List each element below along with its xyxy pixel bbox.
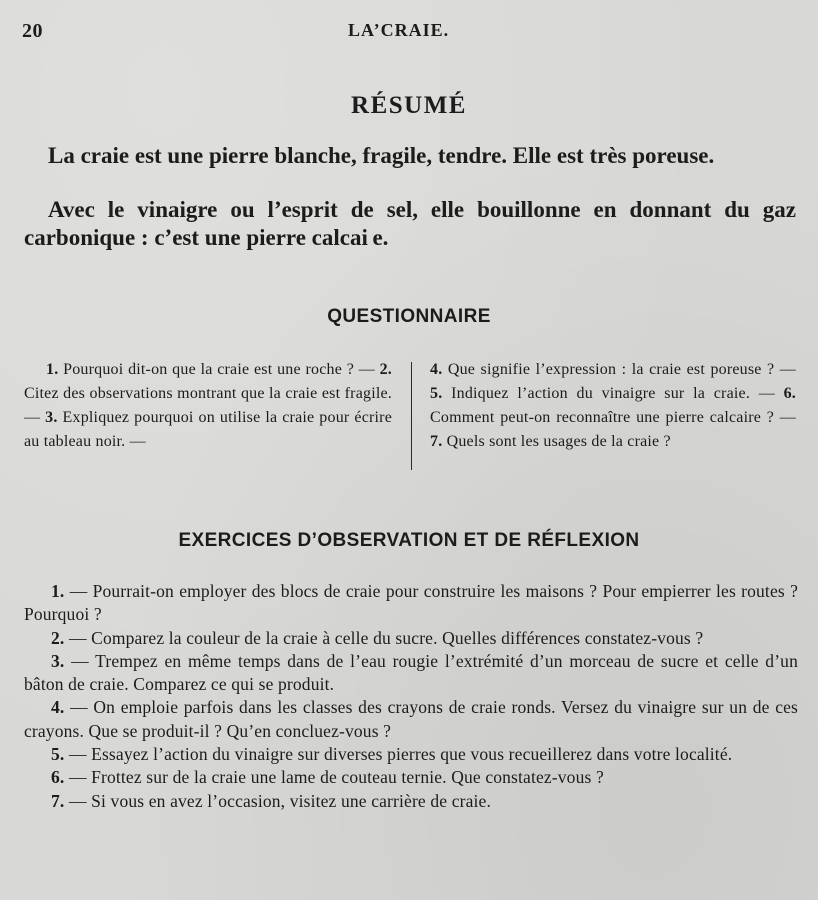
page-number: 20 — [22, 20, 43, 42]
questionnaire-title: QUESTIONNAIRE — [327, 306, 491, 327]
exercise-item — [24, 627, 798, 650]
exercise-6-text: — Frottez sur de la craie une lame de couteau ternie. Que constatez-vous ? — [64, 767, 604, 788]
column-divider — [411, 362, 412, 470]
resume-paragraph-1: La craie est une pierre blanche, fragile, tendre. Elle est très poreuse. — [48, 143, 715, 168]
question-7-text: Quels sont les usages de la craie ? — [442, 433, 671, 450]
question-6-text: Comment peut-on reconnaître une pierre calcaire ? — — [430, 409, 796, 426]
exercise-item — [24, 790, 798, 813]
question-7-number: 7. — [430, 433, 443, 450]
exercise-1-text: — Pourrait-on employer des blocs de craie pour construire les maisons ? Pour empierrer les routes ? Pourquoi ? — [24, 581, 798, 625]
exercise-item — [24, 696, 798, 743]
exercise-item — [24, 766, 798, 789]
exercise-item — [24, 650, 798, 697]
question-1-number: 1. — [46, 361, 59, 378]
exercise-5-number: 5. — [51, 744, 65, 765]
exercise-6-number: 6. — [51, 767, 65, 788]
question-4-number: 4. — [430, 361, 443, 378]
question-2-text: Citez des observations montrant que la craie est fragile. — — [24, 385, 392, 426]
question-6-number: 6. — [783, 385, 796, 402]
exercise-7-text: — Si vous en avez l’occasion, visitez une carrière de craie. — [64, 790, 491, 811]
exercises-title: EXERCICES D’OBSERVATION ET DE RÉFLEXION — [178, 530, 640, 551]
running-title: LA’CRAIE. — [348, 20, 450, 40]
exercise-list — [24, 580, 798, 813]
exercise-5-text: — Essayez l’action du vinaigre sur diverses pierres que vous recueillerez dans votre localité. — [64, 744, 733, 765]
exercise-4-number: 4. — [51, 697, 65, 718]
exercise-2-text: — Comparez la couleur de la craie à celle du sucre. Quelles différences constatez-vous ? — [64, 627, 704, 648]
exercise-item — [24, 580, 798, 627]
question-1-text: Pourquoi dit-on que la craie est une roche ? — — [58, 361, 380, 378]
questionnaire-left-column — [24, 358, 392, 454]
exercise-item — [24, 743, 798, 766]
exercise-1-number: 1. — [51, 581, 65, 601]
exercise-3-number: 3. — [51, 650, 65, 671]
exercise-7-number: 7. — [51, 790, 65, 811]
question-5-number: 5. — [430, 385, 443, 402]
question-4-text: Que signifie l’expression : la craie est poreuse ? — — [442, 361, 796, 378]
question-3-number: 3. — [45, 409, 58, 426]
question-3-text: Expliquez pourquoi on utilise la craie pour écrire au tableau noir. — — [24, 409, 392, 450]
resume-title: RÉSUMÉ — [351, 92, 467, 119]
exercise-4-text: — On emploie parfois dans les classes des crayons de craie ronds. Versez du vinaigre sur un de ces crayons. Que se produit-il ? Qu’en concluez-vous ? — [24, 697, 798, 741]
exercise-3-text: — Trempez en même temps dans de l’eau rougie l’extrémité d’un morceau de sucre et celle d’un bâton de craie. Comparez ce qui se produit. — [24, 650, 798, 695]
question-2-number: 2. — [379, 361, 392, 378]
resume-paragraph-2: Avec le vinaigre ou l’esprit de sel, elle bouillonne en donnant du gaz carbonique : c’est une pierre calcai e. — [24, 197, 796, 250]
questionnaire-right-column — [430, 358, 796, 454]
question-5-text: Indiquez l’action du vinaigre sur la craie. — — [442, 385, 784, 402]
exercise-2-number: 2. — [51, 627, 65, 648]
